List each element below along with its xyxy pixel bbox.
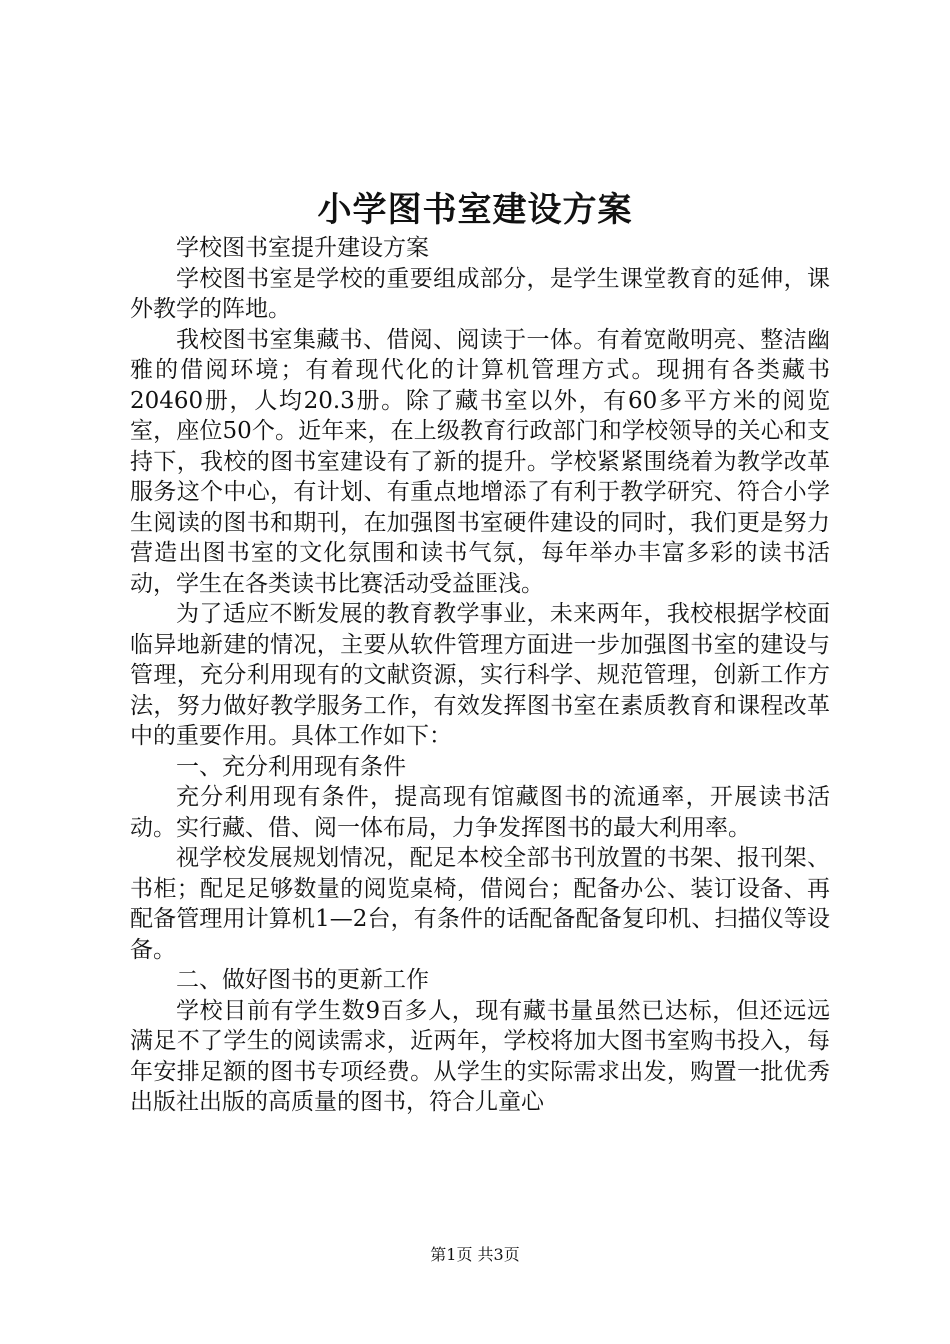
section-heading-2: 二、做好图书的更新工作 xyxy=(176,967,429,993)
paragraph-section-1b: 视学校发展规划情况，配足本校全部书刊放置的书架、报刊架、书柜；配足足够数量的阅览桌椅，借阅台；配备办公、装订设备、再配备管理用计算机1—2台，有条件的话配备配备复印机、扫描仪等设备。 xyxy=(130,845,830,963)
section-heading-1: 一、充分利用现有条件 xyxy=(176,753,406,780)
paragraph-section-2a: 学校目前有学生数9百多人，现有藏书量虽然已达标，但还远远满足不了学生的阅读需求，近两年，学校将加大图书室购书投入，每年安排足额的图书专项经费。从学生的实际需求出发，购置一批优秀出版社出版的高质量的图书，符合儿童心 xyxy=(130,997,830,1115)
paragraph-subtitle: 学校图书室提升建设方案 xyxy=(176,235,429,261)
document-title: 小学图书室建设方案 xyxy=(317,190,633,230)
document-body xyxy=(130,233,830,1118)
paragraph-section-1a: 充分利用现有条件，提高现有馆藏图书的流通率，开展读书活动。实行藏、借、阅一体布局，力争发挥图书的最大利用率。 xyxy=(130,784,830,841)
paragraph-current-status: 我校图书室集藏书、借阅、阅读于一体。有着宽敞明亮、整洁幽雅的借阅环境；有着现代化的计算机管理方式。现拥有各类藏书20460册，人均20.3册。除了藏书室以外，有60多平方米的阅览室，座位50个。近年来，在上级教育行政部门和学校领导的关心和支持下，我校的图书室建设有了新的提升。学校紧紧围绕着为教学改革服务这个中心，有计划、有重点地增添了有利于教学研究、符合小学生阅读的图书和期刊，在加强图书室硬件建设的同时，我们更是努力营造出图书室的文化氛围和读书气氛，每年举办丰富多彩的读书活动，学生在各类读书比赛活动受益匪浅。 xyxy=(130,326,830,597)
page-footer: 第1页 共3页 xyxy=(430,1245,520,1264)
paragraph-intro: 学校图书室是学校的重要组成部分，是学生课堂教育的延伸，课外教学的阵地。 xyxy=(130,265,830,322)
paragraph-plan-overview: 为了适应不断发展的教育教学事业，未来两年，我校根据学校面临异地新建的情况，主要从软件管理方面进一步加强图书室的建设与管理，充分利用现有的文献资源，实行科学、规范管理，创新工作方法，努力做好教学服务工作，有效发挥图书室在素质教育和课程改革中的重要作用。具体工作如下： xyxy=(130,601,830,749)
